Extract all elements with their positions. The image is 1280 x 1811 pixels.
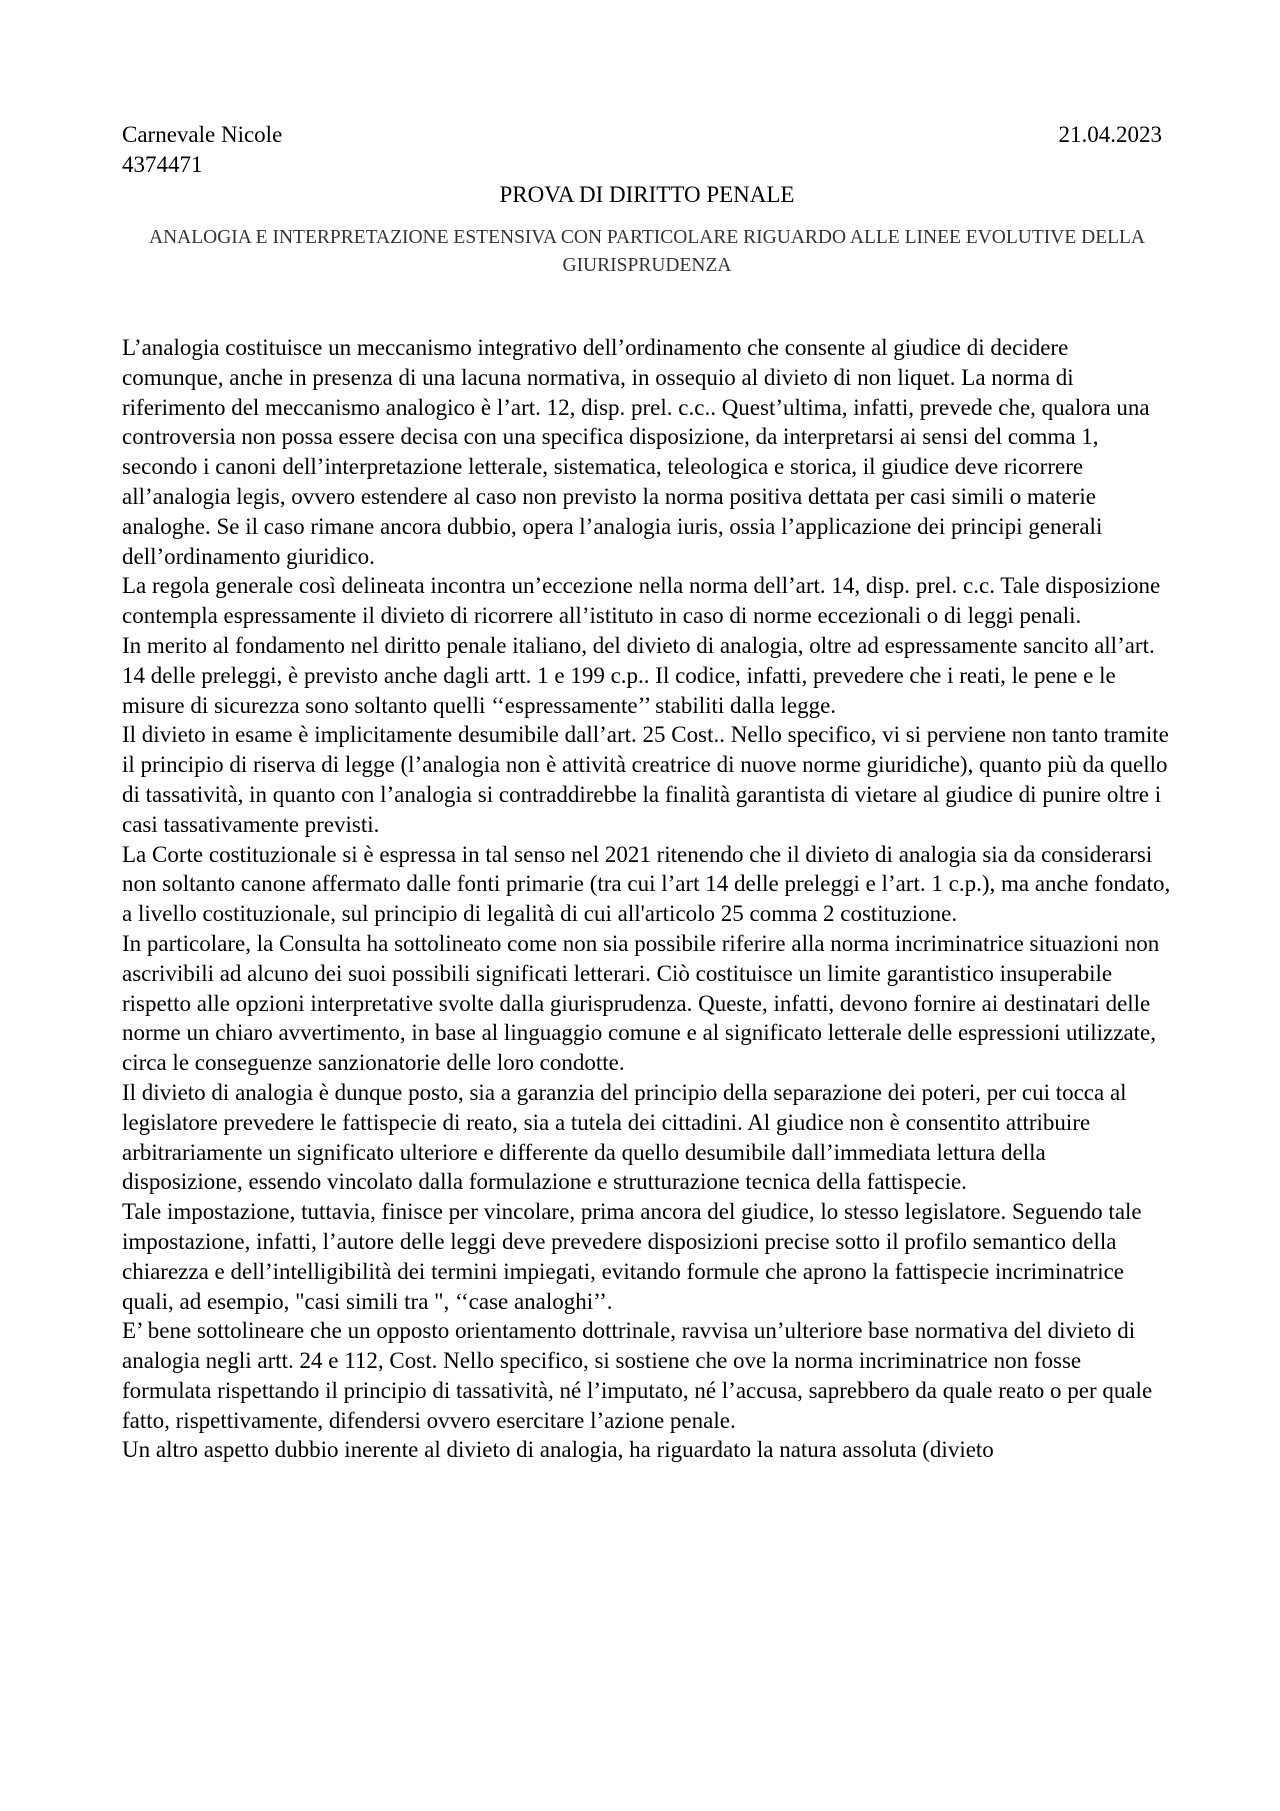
paragraph: La Corte costituzionale si è espressa in tal senso nel 2021 ritenendo che il divieto di analogia sia da considerarsi non soltanto canone affermato dalle fonti primarie (tra cui l’art 14 delle preleggi e l’art. 1 c.p.), ma anche fondato, a livello costituzionale, sul principio di legalità di cui all'articolo 25 comma 2 costituzione.	[122, 841, 1171, 927]
paragraph: L’analogia costituisce un meccanismo integrativo dell’ordinamento che consente al giudice di decidere comunque, anche in presenza di una lacuna normativa, in ossequio al divieto di non liquet. La norma di riferimento del meccanismo analogico è l’art. 12, disp. prel. c.c.. Quest’ultima, infatti, prevede che, qualora una controversia non possa essere decisa con una specifica disposizione, da interpretarsi ai sensi del comma 1, secondo i canoni dell’interpretazione letterale, sistematica, teleologica e storica, il giudice deve ricorrere all’analogia legis, ovvero estendere al caso non previsto la norma positiva dettata per casi simili o materie analoghe. Se il caso rimane ancora dubbio, opera l’analogia iuris, ossia l’applicazione dei principi generali dell’ordinamento giuridico.	[122, 335, 1150, 569]
document-header	[122, 120, 1162, 150]
author-name: Carnevale Nicole	[122, 122, 283, 147]
document-date: 21.04.2023	[1058, 122, 1162, 147]
document-title: PROVA DI DIRITTO PENALE	[499, 182, 795, 207]
paragraph: Un altro aspetto dubbio inerente al divieto di analogia, ha riguardato la natura assoluta (divieto	[122, 1437, 994, 1463]
paragraph: Tale impostazione, tuttavia, finisce per vincolare, prima ancora del giudice, lo stesso legislatore. Seguendo tale impostazione, infatti, l’autore delle leggi deve prevedere disposizioni precise sotto il profilo semantico della chiarezza e dell’intelligibilità dei termini impiegati, evitando formule che aprono la fattispecie incriminatrice quali, ad esempio, "casi simili tra ", ‘‘case analoghi’’.	[122, 1199, 1142, 1314]
paragraph: In particolare, la Consulta ha sottolineato come non sia possibile riferire alla norma incriminatrice situazioni non ascrivibili ad alcuno dei suoi possibili significati letterari. Ciò costituisce un limite garantistico insuperabile rispetto alle opzioni interpretative svolte dalla giurisprudenza. Queste, infatti, devono fornire ai destinatari delle norme un chiaro avvertimento, in base al linguaggio comune e al significato letterale delle espressioni utilizzate, circa le conseguenze sanzionatorie delle loro condotte.	[122, 930, 1160, 1076]
paragraph: E’ bene sottolineare che un opposto orientamento dottrinale, ravvisa un’ulteriore base normativa del divieto di analogia negli artt. 24 e 112, Cost. Nello specifico, si sostiene che ove la norma incriminatrice non fosse formulata rispettando il principio di tassatività, né l’imputato, né l’accusa, saprebbero da quale reato o per quale fatto, rispettivamente, difendersi ovvero esercitare l’azione penale.	[122, 1318, 1153, 1433]
paragraph: Il divieto in esame è implicitamente desumibile dall’art. 25 Cost.. Nello specifico, vi si perviene non tanto tramite il principio di riserva di legge (l’analogia non è attività creatrice di nuove norme giuridiche), quanto più da quello di tassatività, in quanto con l’analogia si contraddirebbe la finalità garantista di vietare al giudice di punire oltre i casi tassativamente previsti.	[122, 722, 1169, 837]
paragraph: La regola generale così delineata incontra un’eccezione nella norma dell’art. 14, disp. prel. c.c. Tale disposizione contempla espressamente il divieto di ricorrere all’istituto in caso di norme eccezionali o di leggi penali.	[122, 573, 1161, 629]
paragraph: Il divieto di analogia è dunque posto, sia a garanzia del principio della separazione dei poteri, per cui tocca al legislatore prevedere le fattispecie di reato, sia a tutela dei cittadini. Al giudice non è consentito attribuire arbitrariamente un significato ulteriore e differente da quello desumibile dall’immediata lettura della disposizione, essendo vincolato dalla formulazione e strutturazione tecnica della fattispecie.	[122, 1079, 1127, 1195]
document-page	[122, 120, 1171, 1465]
student-id: 4374471	[122, 152, 203, 177]
paragraph: In merito al fondamento nel diritto penale italiano, del divieto di analogia, oltre ad espressamente sancito all’art. 14 delle preleggi, è previsto anche dagli artt. 1 e 199 c.p.. Il codice, infatti, prevedere che i reati, le pene e le misure di sicurezza sono soltanto quelli ‘‘espressamente’’ stabiliti dalla legge.	[122, 632, 1155, 718]
document-body	[122, 333, 1172, 1465]
document-subtitle: ANALOGIA E INTERPRETAZIONE ESTENSIVA CON PARTICOLARE RIGUARDO ALLE LINEE EVOLUTIVE DELLA GIURISPRUDENZA	[148, 227, 1146, 276]
